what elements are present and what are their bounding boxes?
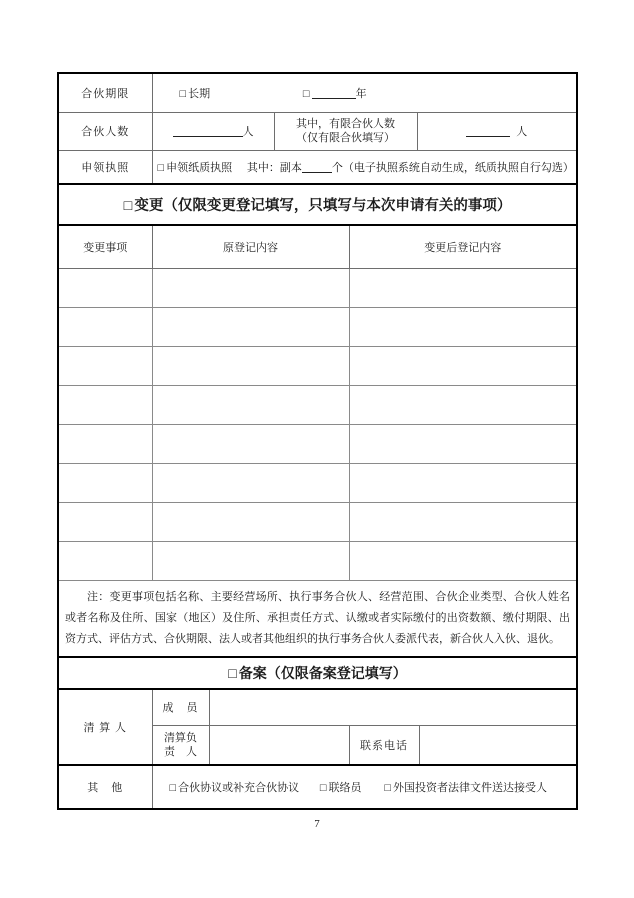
change-empty-cell[interactable] <box>152 541 349 580</box>
fixed-years-option <box>303 88 367 100</box>
partner-count-unit: 人 <box>242 126 254 138</box>
change-section-checkbox[interactable]: □ <box>123 198 133 214</box>
liaison-option-label: 联络员 <box>328 781 362 794</box>
partnership-term-label: 合伙期限 <box>59 74 152 112</box>
page-number: 7 <box>314 818 320 830</box>
long-term-checkbox[interactable]: □ <box>179 87 187 100</box>
limited-partner-value-cell <box>417 112 576 150</box>
contact-phone-value-cell[interactable] <box>419 726 576 765</box>
change-empty-cell[interactable] <box>59 541 152 580</box>
change-empty-cell[interactable] <box>59 268 152 307</box>
change-empty-cell[interactable] <box>59 424 152 463</box>
partner-count-row <box>59 112 576 150</box>
agreement-option <box>170 782 300 794</box>
change-section-title-cell <box>59 185 576 225</box>
change-section-table <box>59 185 576 656</box>
filing-section-title: 备案（仅限备案登记填写） <box>238 664 407 681</box>
change-empty-row <box>59 385 576 424</box>
change-empty-cell[interactable] <box>152 268 349 307</box>
limited-partner-blank-field[interactable] <box>466 125 510 137</box>
change-section-title-row <box>59 185 576 225</box>
change-note: 注：变更事项包括名称、主要经营场所、执行事务合伙人、经营范围、合伙企业类型、合伙人姓名或者名称及住所、国家（地区）及住所、承担责任方式、认缴或者实际缴付的出资数额、缴付期限、出资方式、评估方式、合伙期限、法人或者其他组织的执行事务合伙人委派代表，新合伙人入伙、退伙。 <box>59 580 576 656</box>
license-copies-blank-field[interactable] <box>302 161 332 173</box>
other-label: 其 他 <box>59 765 152 808</box>
liquidator-member-label: 成 员 <box>152 689 209 726</box>
contact-phone-label: 联系电话 <box>349 726 419 765</box>
fixed-years-checkbox[interactable]: □ <box>302 87 310 100</box>
basic-info-table <box>59 74 576 183</box>
license-label: 申领执照 <box>59 150 152 183</box>
change-empty-row <box>59 502 576 541</box>
liaison-option <box>320 782 362 794</box>
partnership-term-options-cell <box>152 74 576 112</box>
liquidator-head-label-line2: 责 人 <box>164 745 197 758</box>
change-empty-row <box>59 424 576 463</box>
partner-count-value-cell <box>152 112 274 150</box>
change-empty-cell[interactable] <box>152 463 349 502</box>
paper-license-checkbox[interactable]: □ <box>157 161 165 174</box>
change-empty-row <box>59 541 576 580</box>
years-suffix: 年 <box>355 87 367 100</box>
agreement-checkbox[interactable]: □ <box>169 781 177 794</box>
paper-license-option <box>158 162 233 174</box>
limited-partner-label-line1: 其中，有限合伙人数 <box>296 118 395 130</box>
change-empty-cell[interactable] <box>349 424 576 463</box>
partnership-term-row <box>59 74 576 112</box>
liquidator-head-label-cell <box>152 726 209 765</box>
change-empty-row <box>59 346 576 385</box>
change-empty-cell[interactable] <box>152 424 349 463</box>
license-copies-suffix: 个（电子执照系统自动生成，纸质执照自行勾选） <box>331 161 574 174</box>
change-empty-cell[interactable] <box>152 502 349 541</box>
long-term-option <box>180 88 211 100</box>
change-empty-cell[interactable] <box>349 268 576 307</box>
change-empty-cell[interactable] <box>59 346 152 385</box>
change-empty-cell[interactable] <box>152 307 349 346</box>
liquidator-head-label-line1: 清算负 <box>164 731 197 744</box>
foreign-investor-checkbox[interactable]: □ <box>384 781 391 794</box>
change-empty-cell[interactable] <box>152 346 349 385</box>
years-blank-field[interactable] <box>312 87 356 99</box>
change-empty-cell[interactable] <box>349 385 576 424</box>
long-term-option-label: 长期 <box>188 87 211 100</box>
partner-count-blank-field[interactable] <box>173 125 243 137</box>
change-empty-cell[interactable] <box>349 307 576 346</box>
changed-content-header: 变更后登记内容 <box>349 225 576 268</box>
change-empty-cell[interactable] <box>349 541 576 580</box>
change-empty-cell[interactable] <box>59 385 152 424</box>
change-empty-cell[interactable] <box>59 502 152 541</box>
other-row <box>59 765 576 808</box>
change-empty-cell[interactable] <box>152 385 349 424</box>
foreign-investor-option-label: 外国投资者法律文件送达接受人 <box>392 781 547 794</box>
filing-section-checkbox[interactable]: □ <box>228 664 237 681</box>
liquidator-member-row <box>59 689 576 726</box>
change-empty-row <box>59 463 576 502</box>
filing-section-title-row <box>59 658 576 689</box>
license-row <box>59 150 576 183</box>
original-content-header: 原登记内容 <box>152 225 349 268</box>
limited-partner-unit: 人 <box>516 126 528 138</box>
foreign-investor-option <box>384 782 547 794</box>
filing-section-table <box>59 658 576 808</box>
change-empty-cell[interactable] <box>349 463 576 502</box>
change-empty-cell[interactable] <box>59 463 152 502</box>
liquidator-label: 清 算 人 <box>59 689 152 765</box>
license-options-cell <box>152 150 576 183</box>
change-section-title: 变更（仅限变更登记填写，只填写与本次申请有关的事项） <box>134 198 512 214</box>
change-table-body <box>59 268 576 580</box>
change-empty-cell[interactable] <box>59 307 152 346</box>
paper-license-option-label: 申领纸质执照 <box>166 161 233 174</box>
liquidator-member-value-cell[interactable] <box>209 689 576 726</box>
change-note-row <box>59 580 576 656</box>
liaison-checkbox[interactable]: □ <box>319 781 327 794</box>
limited-partner-label-cell <box>274 112 417 150</box>
change-empty-cell[interactable] <box>349 502 576 541</box>
agreement-option-label: 合伙协议或补充合伙协议 <box>178 781 300 794</box>
change-empty-row <box>59 268 576 307</box>
change-empty-cell[interactable] <box>349 346 576 385</box>
liquidator-head-value-cell[interactable] <box>209 726 349 765</box>
partnership-registration-form <box>57 72 578 810</box>
other-options-cell <box>152 765 576 808</box>
partner-count-label: 合伙人数 <box>59 112 152 150</box>
change-empty-row <box>59 307 576 346</box>
change-item-header: 变更事项 <box>59 225 152 268</box>
change-table-header-row <box>59 225 576 268</box>
limited-partner-label-line2: （仅有限合伙填写） <box>296 132 395 144</box>
filing-section-title-cell <box>59 658 576 689</box>
license-copies-prefix: 其中：副本 <box>246 161 302 174</box>
